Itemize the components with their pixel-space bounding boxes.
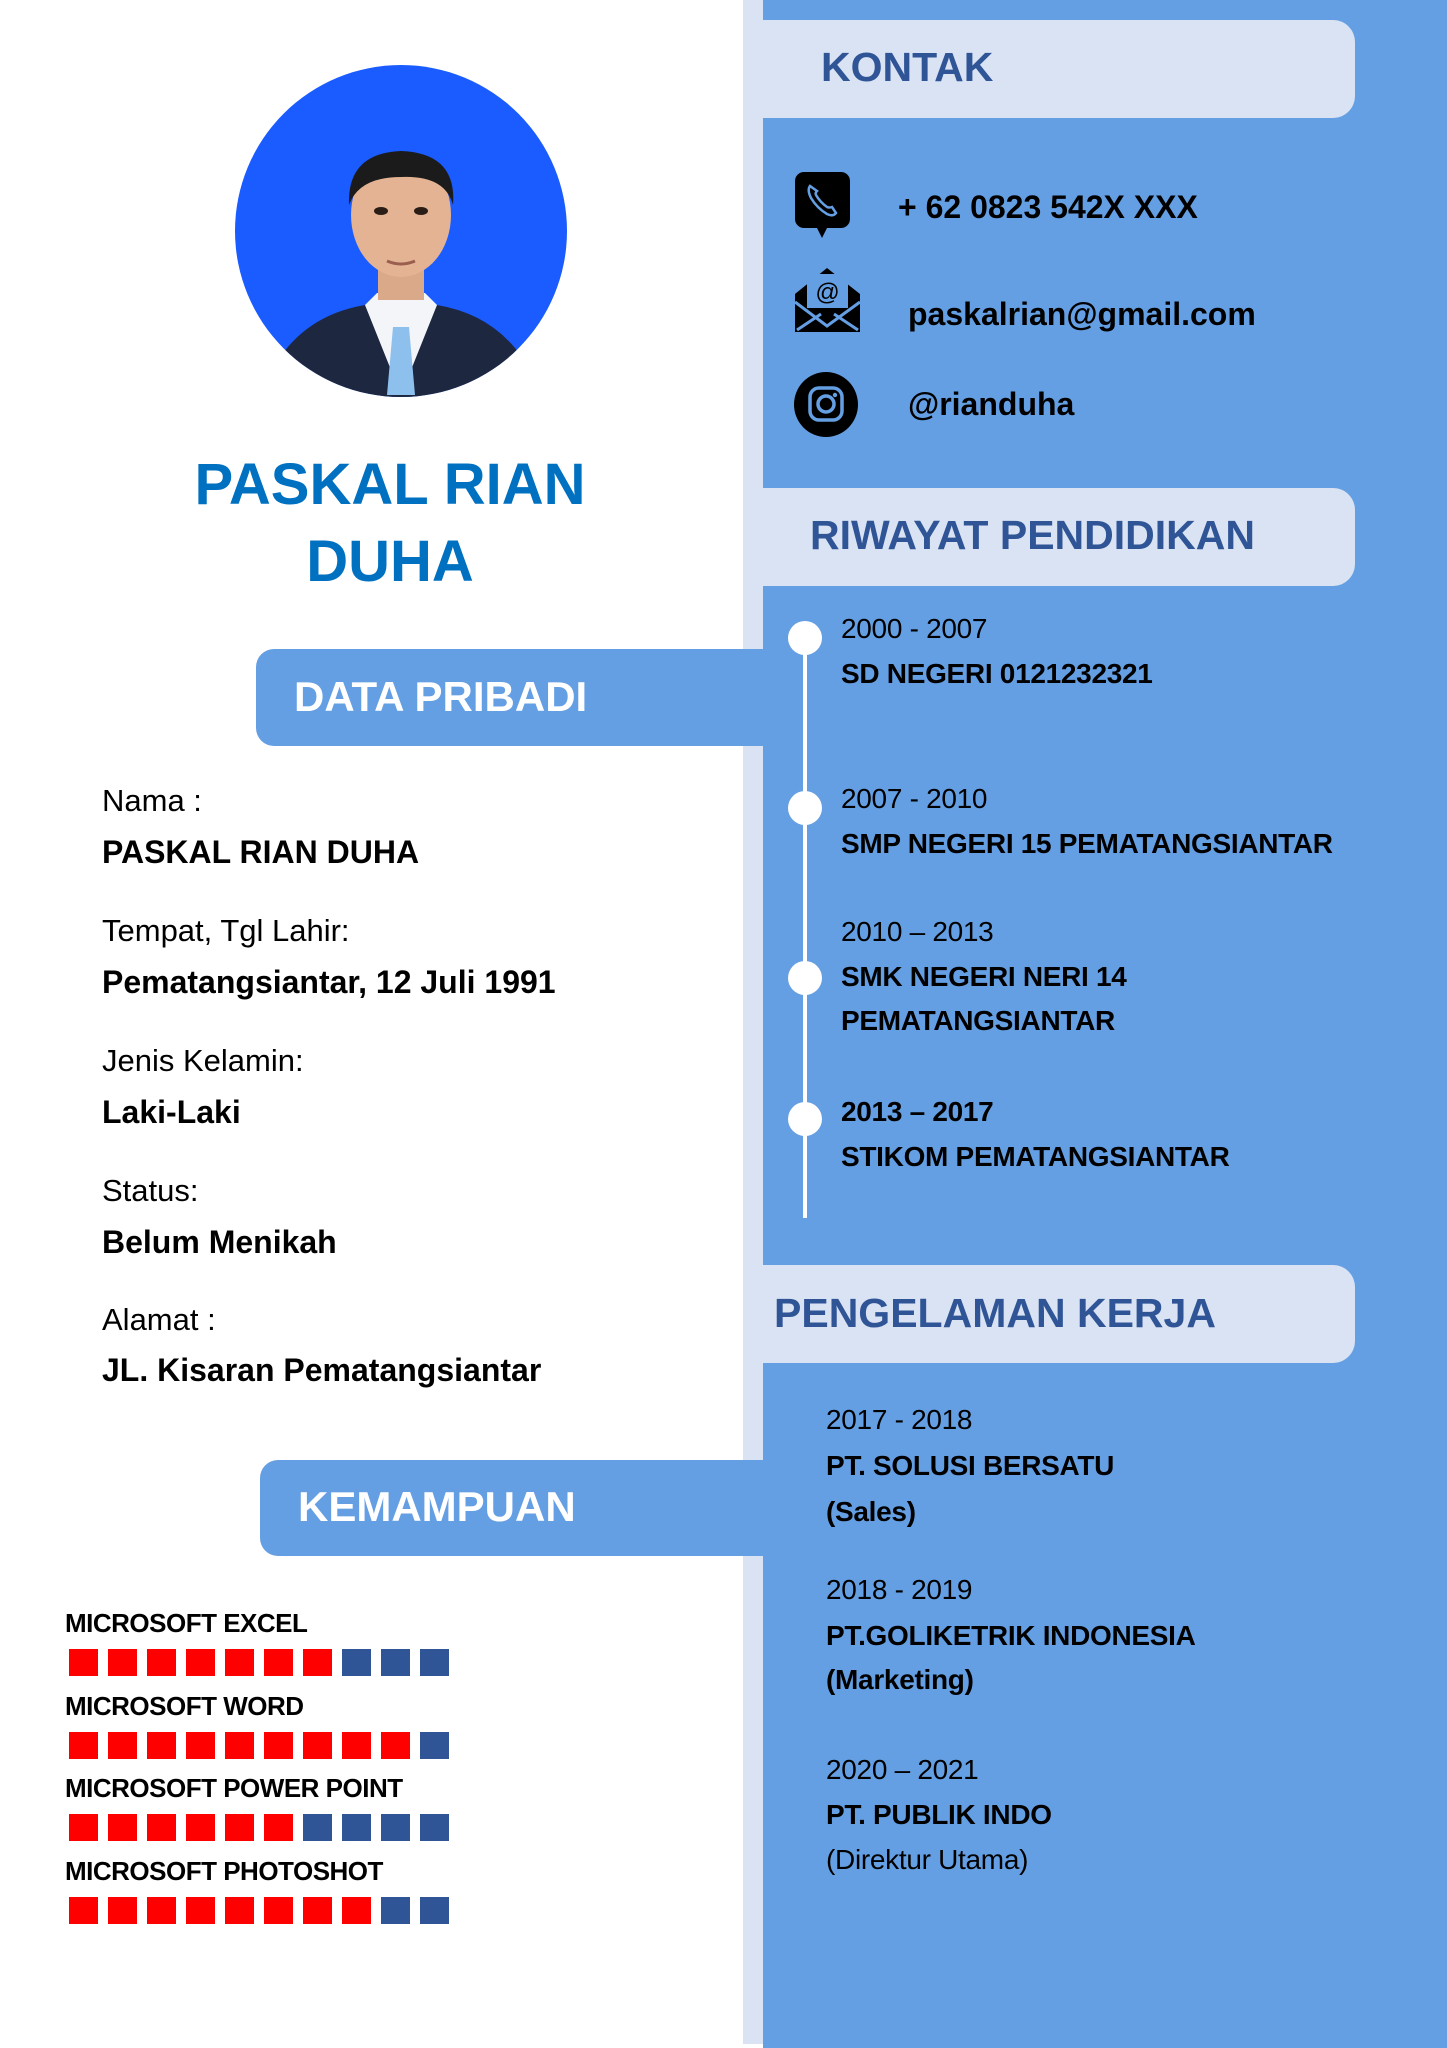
job-years: 2018 - 2019 bbox=[826, 1574, 973, 1605]
skill-level-filled bbox=[186, 1814, 215, 1841]
contact-instagram[interactable]: @rianduha bbox=[908, 386, 1075, 422]
skill-level-filled bbox=[69, 1732, 98, 1759]
education-years: 2000 - 2007 bbox=[841, 613, 988, 644]
skill-level-filled bbox=[225, 1649, 254, 1676]
skill-level-filled bbox=[147, 1897, 176, 1924]
education-school: PEMATANGSIANTAR bbox=[841, 1005, 1115, 1036]
skill-label: MICROSOFT EXCEL bbox=[65, 1608, 308, 1638]
section-header-experience bbox=[763, 1265, 1355, 1363]
job-role: (Sales) bbox=[826, 1496, 916, 1527]
skill-level-filled bbox=[303, 1732, 332, 1759]
section-header-education bbox=[763, 488, 1355, 586]
skill-level-empty bbox=[381, 1649, 410, 1676]
education-years: 2010 – 2013 bbox=[841, 916, 994, 947]
svg-text:@: @ bbox=[815, 279, 840, 306]
education-years: 2013 – 2017 bbox=[841, 1096, 994, 1127]
skill-level-empty bbox=[420, 1732, 449, 1759]
skill-level-filled bbox=[69, 1649, 98, 1676]
skill-level-filled bbox=[225, 1897, 254, 1924]
skill-level-filled bbox=[186, 1732, 215, 1759]
skill-level-filled bbox=[342, 1897, 371, 1924]
education-school: SMK NEGERI NERI 14 bbox=[841, 961, 1127, 992]
skill-level-filled bbox=[147, 1649, 176, 1676]
field-value-gender: Laki-Laki bbox=[102, 1094, 241, 1130]
timeline-dot bbox=[788, 961, 822, 995]
skill-level-filled bbox=[381, 1732, 410, 1759]
email-icon bbox=[795, 268, 860, 337]
skill-level-filled bbox=[225, 1814, 254, 1841]
education-school: SD NEGERI 0121232321 bbox=[841, 658, 1153, 689]
skill-level-empty bbox=[420, 1649, 449, 1676]
field-label-name: Nama : bbox=[102, 783, 202, 818]
skill-level-filled bbox=[303, 1897, 332, 1924]
instagram-icon bbox=[794, 372, 858, 442]
section-title: KONTAK bbox=[821, 44, 994, 90]
field-label-gender: Jenis Kelamin: bbox=[102, 1043, 304, 1078]
section-title: RIWAYAT PENDIDIKAN bbox=[810, 512, 1255, 558]
skill-label: MICROSOFT POWER POINT bbox=[65, 1773, 403, 1803]
job-years: 2017 - 2018 bbox=[826, 1404, 973, 1435]
skill-label: MICROSOFT WORD bbox=[65, 1691, 304, 1721]
profile-name-line2: DUHA bbox=[306, 529, 474, 594]
skill-level-empty bbox=[420, 1897, 449, 1924]
field-value-status: Belum Menikah bbox=[102, 1224, 337, 1260]
skill-level-filled bbox=[186, 1897, 215, 1924]
skill-label: MICROSOFT PHOTOSHOT bbox=[65, 1856, 383, 1886]
skill-level-filled bbox=[108, 1897, 137, 1924]
profile-name-line1: PASKAL RIAN bbox=[194, 452, 586, 517]
skill-level-filled bbox=[147, 1814, 176, 1841]
education-school: STIKOM PEMATANGSIANTAR bbox=[841, 1141, 1230, 1172]
section-title: KEMAMPUAN bbox=[298, 1483, 576, 1530]
skill-level-filled bbox=[69, 1814, 98, 1841]
section-header-personal bbox=[256, 649, 763, 746]
skill-level-filled bbox=[264, 1732, 293, 1759]
field-value-birth: Pematangsiantar, 12 Juli 1991 bbox=[102, 964, 556, 1000]
skill-level-filled bbox=[147, 1732, 176, 1759]
job-company: PT. SOLUSI BERSATU bbox=[826, 1450, 1115, 1481]
skill-level-empty bbox=[303, 1814, 332, 1841]
profile-photo bbox=[235, 65, 567, 397]
skill-level-filled bbox=[264, 1897, 293, 1924]
contact-email[interactable]: paskalrian@gmail.com bbox=[908, 296, 1256, 332]
education-years: 2007 - 2010 bbox=[841, 783, 988, 814]
skill-level-filled bbox=[342, 1732, 371, 1759]
skill-level-filled bbox=[186, 1649, 215, 1676]
field-label-status: Status: bbox=[102, 1173, 199, 1208]
timeline-dot bbox=[788, 621, 822, 655]
skill-level-filled bbox=[108, 1814, 137, 1841]
timeline-dot bbox=[788, 791, 822, 825]
job-company: PT.GOLIKETRIK INDONESIA bbox=[826, 1620, 1196, 1651]
skill-level-empty bbox=[342, 1814, 371, 1841]
contact-phone[interactable]: + 62 0823 542X XXX bbox=[898, 189, 1198, 225]
skill-level-filled bbox=[108, 1649, 137, 1676]
skill-level-empty bbox=[381, 1897, 410, 1924]
skill-level-empty bbox=[420, 1814, 449, 1841]
skill-level-filled bbox=[225, 1732, 254, 1759]
timeline-dot bbox=[788, 1102, 822, 1136]
field-value-address: JL. Kisaran Pematangsiantar bbox=[102, 1352, 542, 1388]
job-role: (Marketing) bbox=[826, 1664, 974, 1695]
divider-strip bbox=[743, 0, 763, 2044]
skill-level-filled bbox=[264, 1649, 293, 1676]
skill-level-filled bbox=[303, 1649, 332, 1676]
skill-level-filled bbox=[69, 1897, 98, 1924]
section-header-contact bbox=[763, 20, 1355, 118]
job-company: PT. PUBLIK INDO bbox=[826, 1799, 1052, 1830]
section-header-skills bbox=[260, 1460, 763, 1556]
education-school: SMP NEGERI 15 PEMATANGSIANTAR bbox=[841, 828, 1333, 859]
skill-level-empty bbox=[342, 1649, 371, 1676]
field-label-birth: Tempat, Tgl Lahir: bbox=[102, 913, 350, 948]
job-years: 2020 – 2021 bbox=[826, 1754, 979, 1785]
section-title: DATA PRIBADI bbox=[294, 673, 588, 720]
skill-level-filled bbox=[108, 1732, 137, 1759]
field-label-address: Alamat : bbox=[102, 1302, 216, 1337]
section-title: PENGELAMAN KERJA bbox=[774, 1290, 1216, 1336]
skill-level-empty bbox=[381, 1814, 410, 1841]
phone-icon bbox=[795, 172, 850, 243]
job-role: (Direktur Utama) bbox=[826, 1844, 1029, 1875]
skill-level-filled bbox=[264, 1814, 293, 1841]
field-value-name: PASKAL RIAN DUHA bbox=[102, 834, 420, 870]
